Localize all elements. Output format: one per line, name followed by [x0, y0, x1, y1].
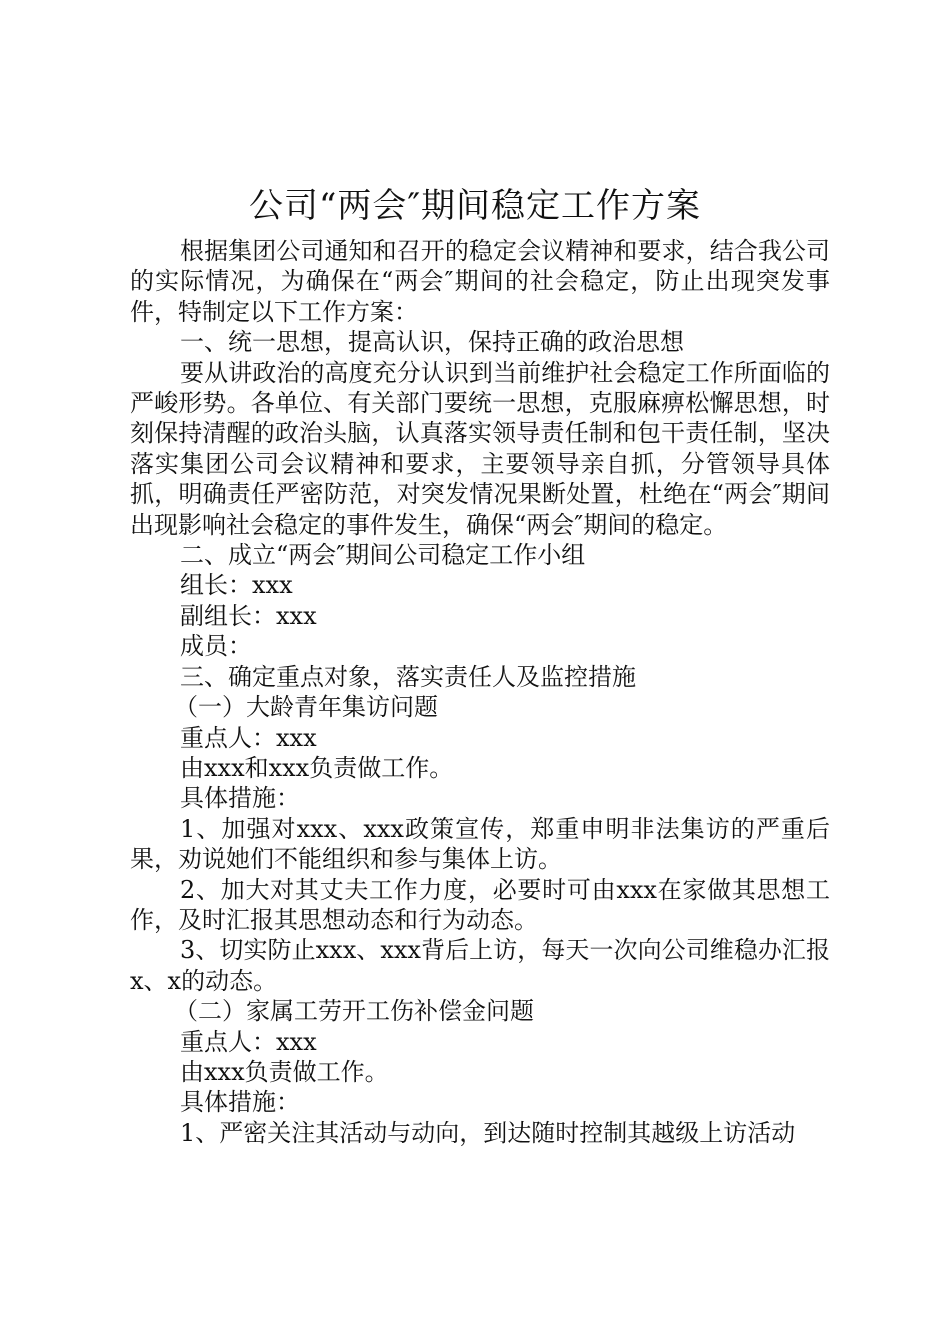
section1-heading: 一、统一思想，提高认识，保持正确的政治思想: [180, 328, 684, 357]
issue1-measures-label: 具体措施：: [180, 784, 300, 813]
section2-members: 成员：: [180, 632, 252, 661]
issue1-responsible: 由xxx和xxx负责做工作。: [180, 753, 454, 782]
issue1-heading: （一）大龄青年集访问题: [174, 693, 438, 722]
document-body: [130, 236, 830, 1148]
issue1-key-person: 重点人：xxx: [180, 723, 317, 752]
issue1-measure-2: 2、加大对其丈夫工作力度，必要时可由xxx在家做其思想工作，及时汇报其思想动态和行为动态。: [130, 875, 830, 934]
document-title: 公司“两会″期间稳定工作方案: [248, 186, 702, 226]
issue2-key-person: 重点人：xxx: [180, 1027, 317, 1056]
issue1-measure-1: 1、加强对xxx、xxx政策宣传，郑重申明非法集访的严重后果，劝说她们不能组织和参与集体上访。: [130, 814, 830, 874]
issue2-measure-1: 1、严密关注其活动与动向，到达随时控制其越级上访活动: [180, 1118, 796, 1147]
issue1-measure-3: 3、切实防止xxx、xxx背后上访，每天一次向公司维稳办汇报x、x的动态。: [130, 936, 830, 995]
section2-deputy: 副组长：xxx: [180, 601, 317, 630]
section3-heading: 三、确定重点对象，落实责任人及监控措施: [180, 662, 636, 691]
section2-leader: 组长：xxx: [180, 571, 293, 600]
issue2-measures-label: 具体措施：: [180, 1088, 300, 1117]
intro-paragraph: 根据集团公司通知和召开的稳定会议精神和要求，结合我公司的实际情况，为确保在“两会″期间的社会稳定，防止出现突发事件，特制定以下工作方案：: [130, 237, 830, 326]
issue2-responsible: 由xxx负责做工作。: [180, 1057, 389, 1086]
section2-heading: 二、成立“两会″期间公司稳定工作小组: [180, 541, 586, 570]
issue2-heading: （二）家属工劳开工伤补偿金问题: [174, 997, 534, 1026]
section1-body: 要从讲政治的高度充分认识到当前维护社会稳定工作所面临的严峻形势。各单位、有关部门要统一思想，克服麻痹松懈思想，时刻保持清醒的政治头脑，认真落实领导责任制和包干责任制，坚决落实集团公司会议精神和要求，主要领导亲自抓，分管领导具体抓，明确责任严密防范，对突发情况果断处置，杜绝在“两会″期间出现影响社会稳定的事件发生，确保“两会″期间的稳定。: [130, 358, 830, 539]
